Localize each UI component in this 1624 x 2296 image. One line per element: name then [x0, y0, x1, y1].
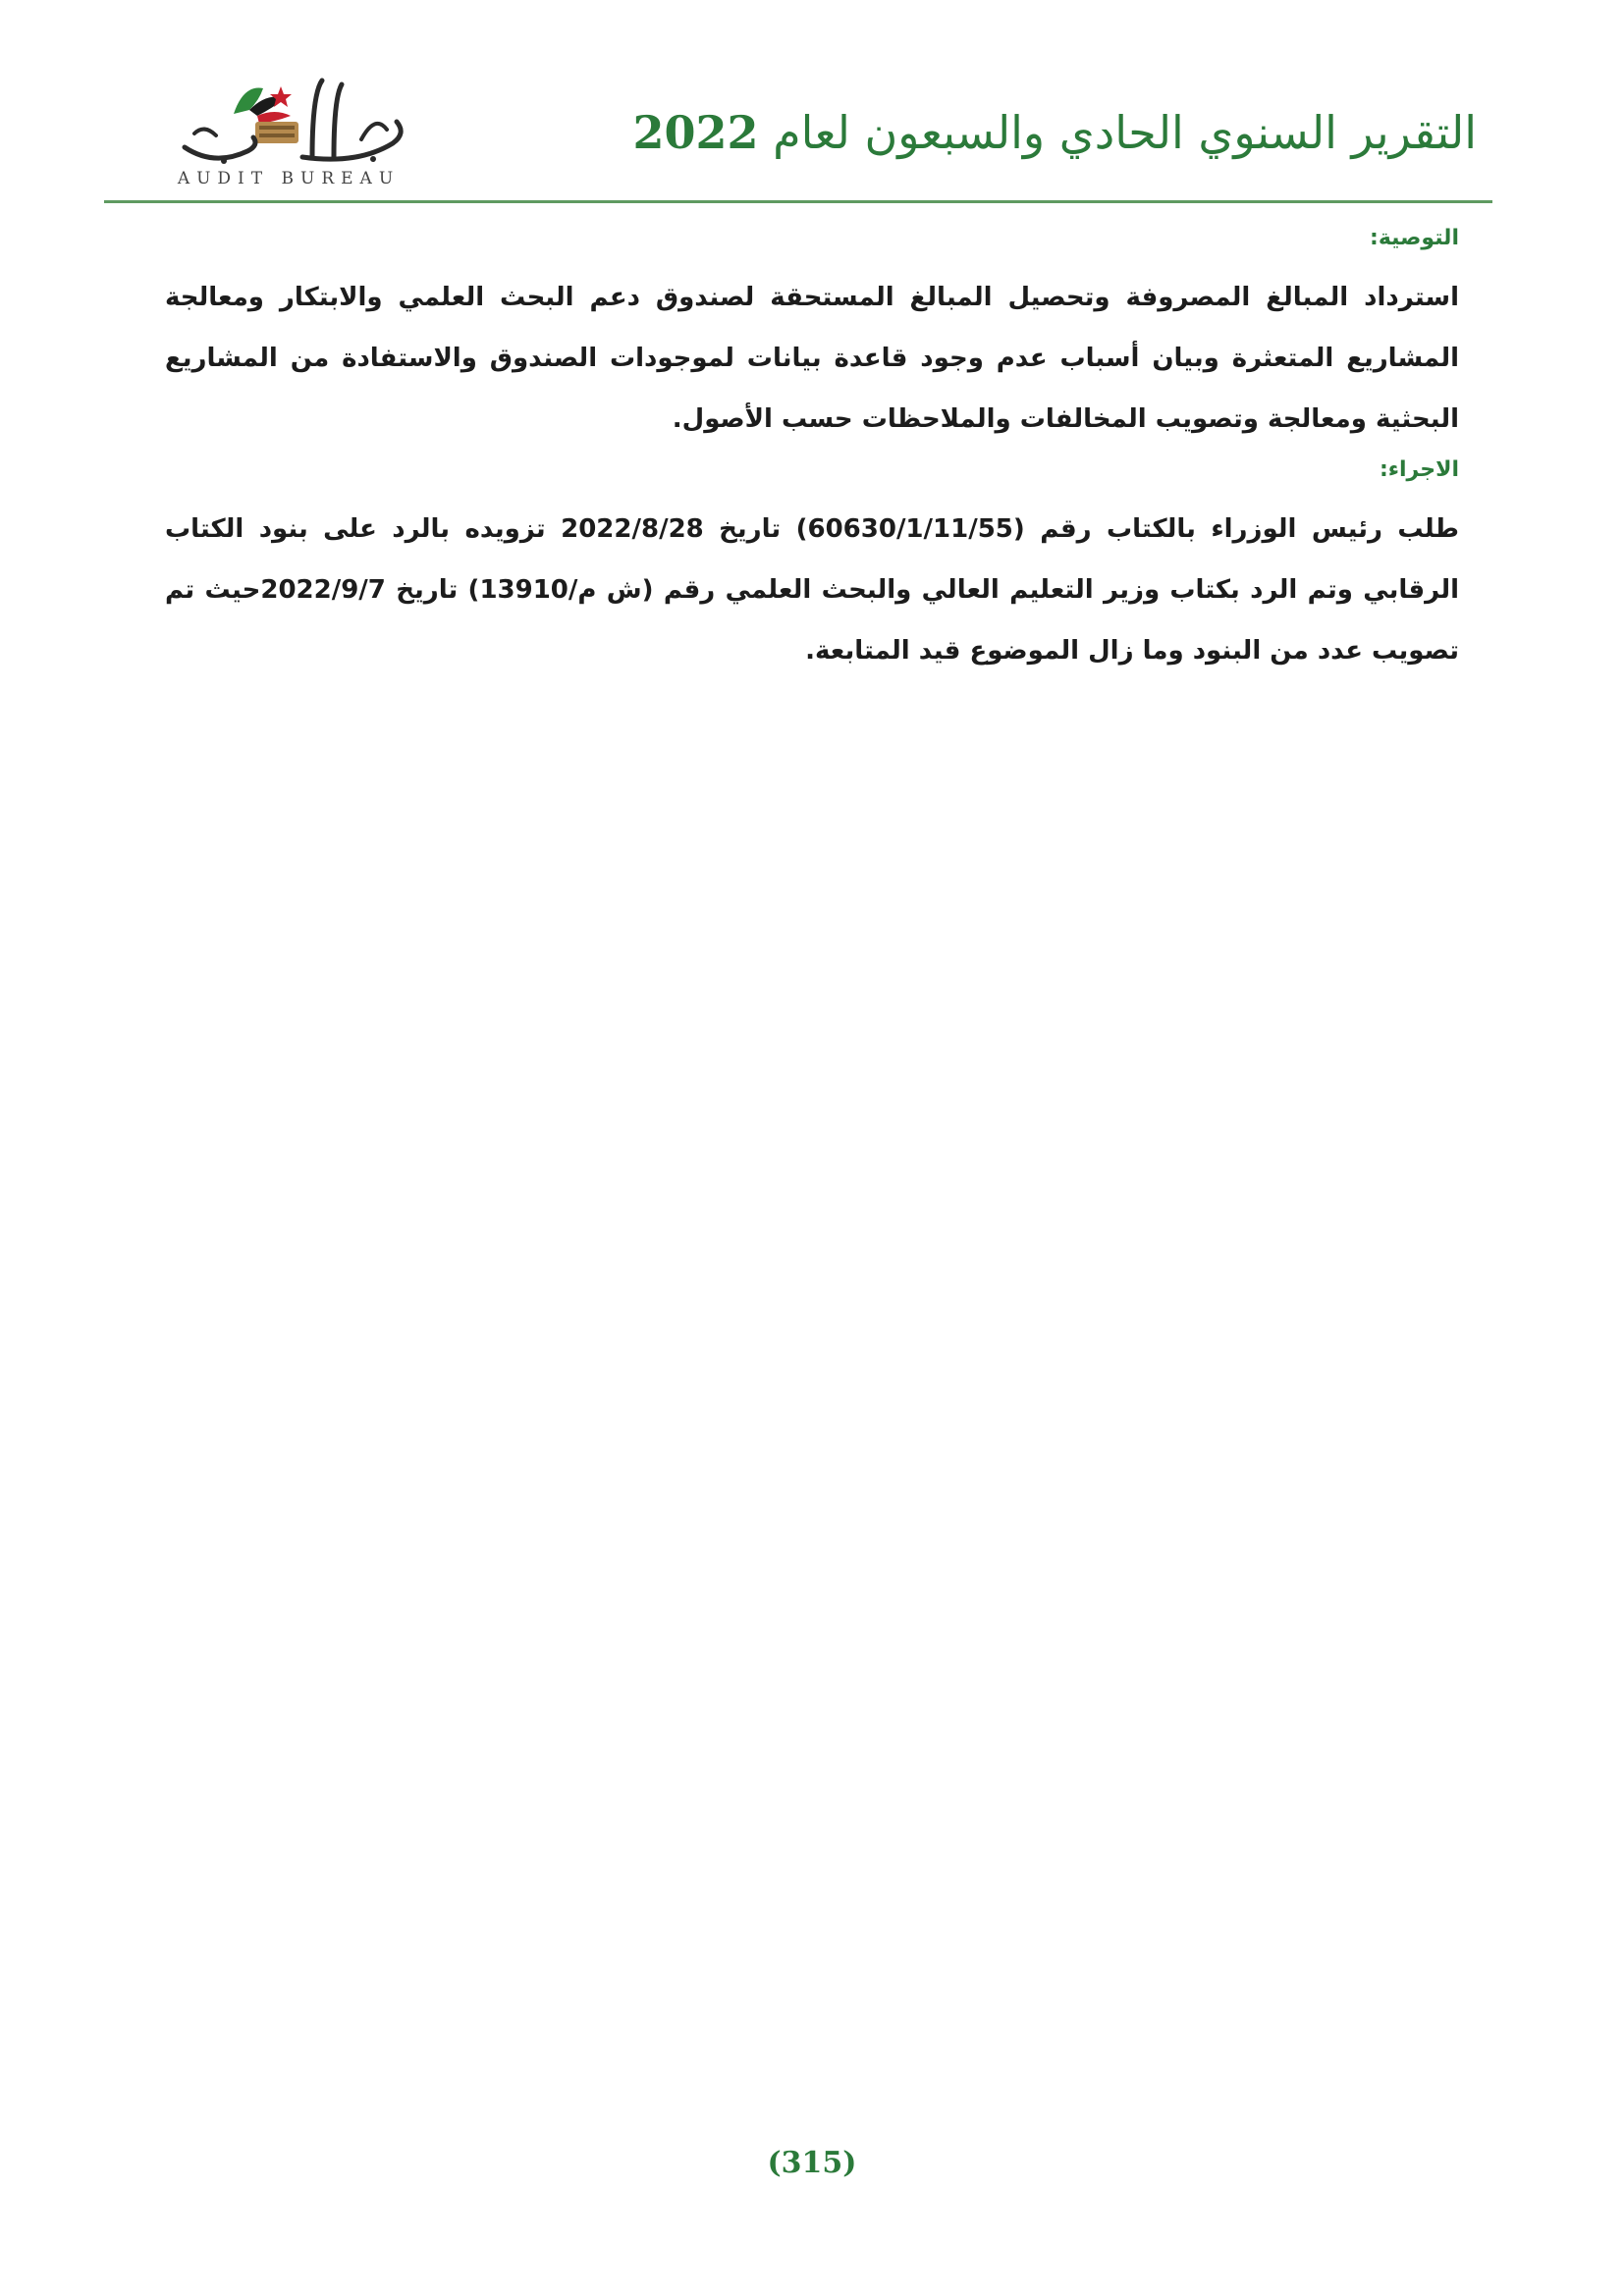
report-title-text: التقرير السنوي الحادي والسبعون لعام	[773, 106, 1477, 159]
recommendation-label: التوصية:	[1370, 226, 1459, 250]
page-header	[0, 0, 1624, 206]
recommendation-paragraph	[165, 267, 1459, 450]
action-line: وتم الرد بكتاب وزير التعليم العالي والبحث العلمي رقم (ش م/13910) تاريخ 2022/9/7حيث تم تصويب عدد	[165, 575, 1459, 666]
report-title	[633, 106, 1478, 159]
action-paragraph	[165, 499, 1459, 681]
page-content	[165, 224, 1459, 687]
logo-emblem-icon	[165, 75, 420, 169]
logo-subtitle: AUDIT BUREAU	[177, 169, 401, 188]
audit-bureau-logo	[145, 55, 430, 188]
report-year: 2022	[632, 106, 759, 159]
action-line: طلب رئيس الوزراء بالكتاب رقم (60630/1/11/55) تاريخ 2022/8/28 تزويده بالرد على بنود الكتاب الرقابي	[165, 514, 1459, 605]
page-number: (315)	[767, 2146, 857, 2180]
action-line: من البنود وما زال الموضوع قيد المتابعة.	[805, 636, 1309, 666]
action-label: الاجراء:	[1379, 457, 1459, 482]
recommendation-line: المتعثرة وبيان أسباب عدم وجود قاعدة بيانات لموجودات الصندوق والاستفادة من المشاريع البحثية ومعالجة	[165, 344, 1459, 434]
recommendation-line: استرداد المبالغ المصروفة وتحصيل المبالغ المستحقة لصندوق دعم البحث العلمي والابتكار ومعالجة المشاريع	[165, 283, 1460, 373]
header-divider	[104, 200, 1492, 203]
recommendation-line: وتصويب المخالفات والملاحظات حسب الأصول.	[672, 404, 1259, 434]
